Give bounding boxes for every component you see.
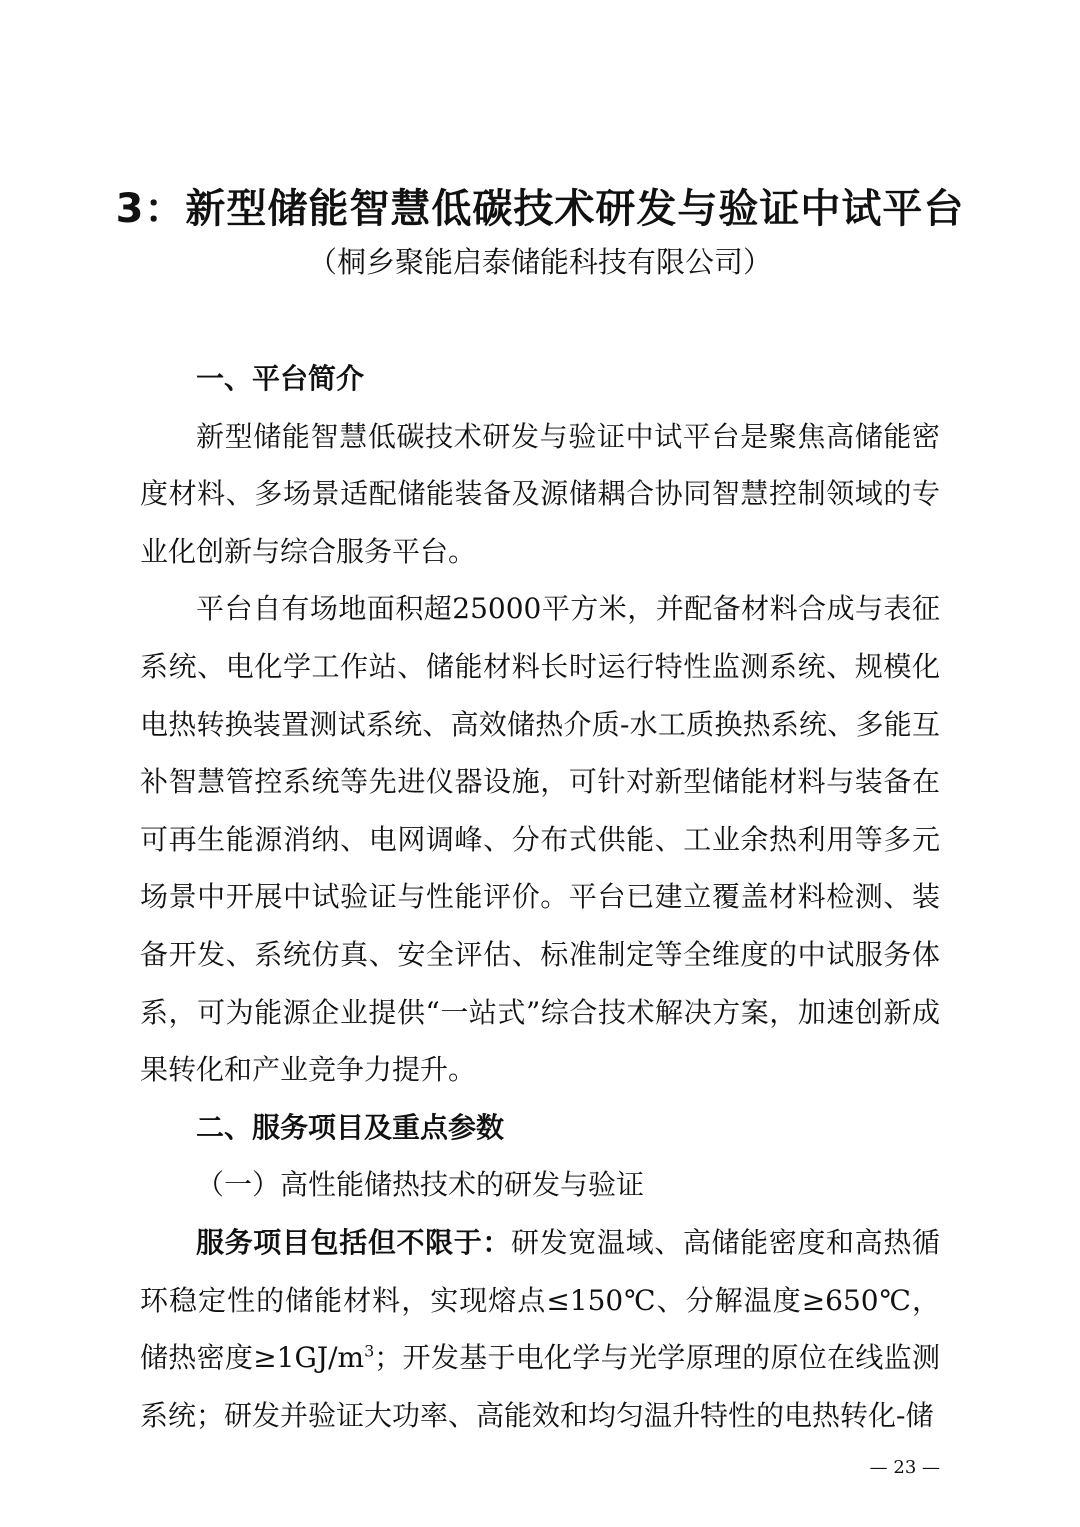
document-body <box>140 350 940 1444</box>
document-subtitle: （桐乡聚能启泰储能科技有限公司） <box>307 245 772 279</box>
section-heading-services: 二、服务项目及重点参数 <box>196 1110 505 1144</box>
services-superscript: 3 <box>364 1341 375 1361</box>
services-text-part-1: 研发宽温域、高储能密度和高热循环稳定性的储能材料，实现熔点≤150℃、分解温度≥650℃，储热密度≥1GJ/m <box>140 1225 940 1375</box>
section-heading-intro: 一、平台简介 <box>196 362 365 395</box>
document-title: 3：新型储能智慧低碳技术研发与验证中试平台 <box>115 186 965 232</box>
intro-paragraph-1: 新型储能智慧低碳技术研发与验证中试平台是聚焦高储能密度材料、多场景适配储能装备及源储耦合协同智慧控制领域的专业化创新与综合服务平台。 <box>140 419 940 568</box>
intro-paragraph-2: 平台自有场地面积超25000平方米，并配备材料合成与表征系统、电化学工作站、储能材料长时运行特性监测系统、规模化电热转换装置测试系统、高效储热介质-水工质换热系统、多能互补智慧管控系统等先进仪器设施，可针对新型储能材料与装备在可再生能源消纳、电网调峰、分布式供能、工业余热利用等多元场景中开展中试验证与性能评价。平台已建立覆盖材料检测、装备开发、系统仿真、安全评估、标准制定等全维度的中试服务体系，可为能源企业提供“一站式”综合技术解决方案，加速创新成果转化和产业竞争力提升。 <box>140 592 940 1087</box>
page-number: — 23 — <box>869 1457 940 1478</box>
services-lead: 服务项目包括但不限于： <box>196 1225 512 1259</box>
services-subheading: （一）高性能储热技术的研发与验证 <box>196 1168 645 1202</box>
services-paragraph <box>140 1214 940 1444</box>
services-text-part-2: ；开发基于电化学与光学原理的原位在线监测系统；研发并验证大功率、高能效和均匀温升特性的电热转化-储 <box>140 1341 940 1432</box>
